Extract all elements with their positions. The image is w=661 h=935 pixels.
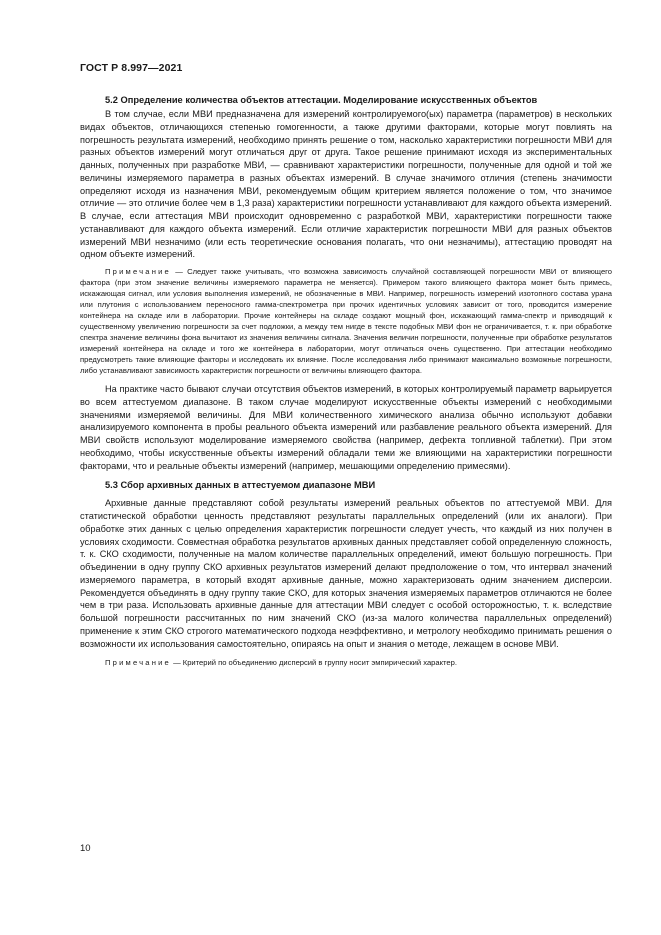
- note-label: Примечание: [105, 658, 171, 668]
- section-5-2-paragraph-1: В том случае, если МВИ предназначена для измерений контролируемого(ых) параметра (параметров) в нескольких видах объектов, отличающихся степенью гомогенности, а также другими факторами, которые могут повлиять на погрешность результата измерений, необходимо принять решение о том, насколько характеристики погрешности МВИ для разных объектов измерений могут отличаться друг от друга. Такое решение принимают исходя из экспериментальных данных, полученных при разработке МВИ, — сравнивают характеристики погрешности, полученные для одной и той же величины измеряемого параметра в разных объектах измерений. В случае значимого отличия (степень значимости определяют исходя из назначения МВИ, рекомендуемым общим критерием является положение о том, что значимое отличие — это отличие более чем в 1,3 раза) характеристики погрешности устанавливают для каждого объекта измерений. В случае, если аттестация МВИ происходит одновременно с разработкой МВИ, характеристики погрешности также устанавливают для каждого объекта измерений. Если отличие характеристик погрешности МВИ для разных объектов измерений МВИ незначимо (или есть теоретические основания полагать, что они незначимы), аттестацию проводят на одном объекте измерений.: [80, 109, 612, 260]
- note-text: — Следует также учитывать, что возможна зависимость случайной составляющей погрешности МВИ от влияющего фактора (при этом значение величины измеряемого параметра не меняется). Примером такого влияющего фактора может быть примесь, искажающая сигнал, или условия выполнения измерений, не обозначенные в МВИ. Например, погрешность измерений изотопного состава урана или плутония с использованием переносного гамма-спектрометра при прочих идентичных условиях зависит от того, проводится измерение контейнера на складе или в лаборатории. Прочие контейнеры на складе создают мощный фон, искажающий гамма-спектр и приводящий к существенному увеличению погрешности за счет подложки, а между тем нигде в тексте подобных МВИ фон не ограничивается, т. к. при обработке спектра значение величины фона вычитают из значения величины сигнала. Значения величин погрешности, полученные при обработке результатов измерений контейнера на складе и того же контейнера в лаборатории, могут отличаться очень существенно. При аттестации необходимо предусмотреть такие влияющие факторы и исследовать их влияние. После исследования либо принимают максимально возможные погрешности, либо устанавливают зависимость характеристик погрешности от величины влияющего фактора.: [80, 267, 612, 375]
- page-content: [80, 94, 612, 668]
- section-5-3-paragraph-1: Архивные данные представляют собой результаты измерений реальных объектов по аттестуемой МВИ. Для статистической обработки ценность представляют результаты параллельных определений (или их аналоги). При обработке этих данных с целью определения характеристик погрешности следует учесть, что каждый из них получен в условиях сходимости. Совместная обработка результатов архивных данных представляет собой определенную сложность, т. к. СКО сходимости, полученные на малом количестве параллельных определений, имеют большую погрешность. При объединении в одну группу СКО архивных результатов измерений делают предположение о том, что интервал значений измеряемого параметра, в который входят архивные данные, можно характеризовать одним значением дисперсии. Рекомендуется объединять в одну группу такие СКО, для которых значения измеряемых параметров отличаются не более чем в три раза. Использовать архивные данные для аттестации МВИ следует с особой осторожностью, т. к. вследствие большой погрешности рассчитанных по ним значений СКО (из-за малого количества параллельных определений) применение к этим СКО строгого математического подхода неэффективно, и метрологу необходимо принимать решения о возможности их использования самостоятельно, опираясь на опыт и знания о методе, лежащем в основе МВИ.: [80, 498, 612, 649]
- page-number: 10: [80, 843, 91, 854]
- section-5-2-title: 5.2 Определение количества объектов аттестации. Моделирование искусственных объектов: [105, 95, 538, 105]
- standard-header: ГОСТ Р 8.997—2021: [80, 62, 183, 74]
- section-5-3-note: [80, 657, 612, 668]
- note-text: — Критерий по объединению дисперсий в группу носит эмпирический характер.: [170, 658, 457, 668]
- section-5-2-note: [80, 266, 612, 376]
- section-5-3-title: 5.3 Сбор архивных данных в аттестуемом диапазоне МВИ: [105, 480, 376, 491]
- note-label: Примечание: [105, 267, 171, 276]
- section-5-2-paragraph-2: На практике часто бывают случаи отсутствия объектов измерений, в которых контролируемый параметр варьируется во всем аттестуемом диапазоне. В таком случае моделируют искусственные объекты измерений с необходимыми значениями измеряемой величины. Для МВИ количественного химического анализа обычно используют добавки анализируемого компонента в пробы реального объекта измерений или разбавление реального объекта измерений. Для МВИ свойств используют моделирование измеряемого свойства (например, дефекта топливной таблетки). При этом необходимо, чтобы искусственные объекты измерений обладали теми же влияющими на характеристики погрешности факторами, что и реальные объекты измерений (например, мешающими определению примесями).: [80, 384, 612, 471]
